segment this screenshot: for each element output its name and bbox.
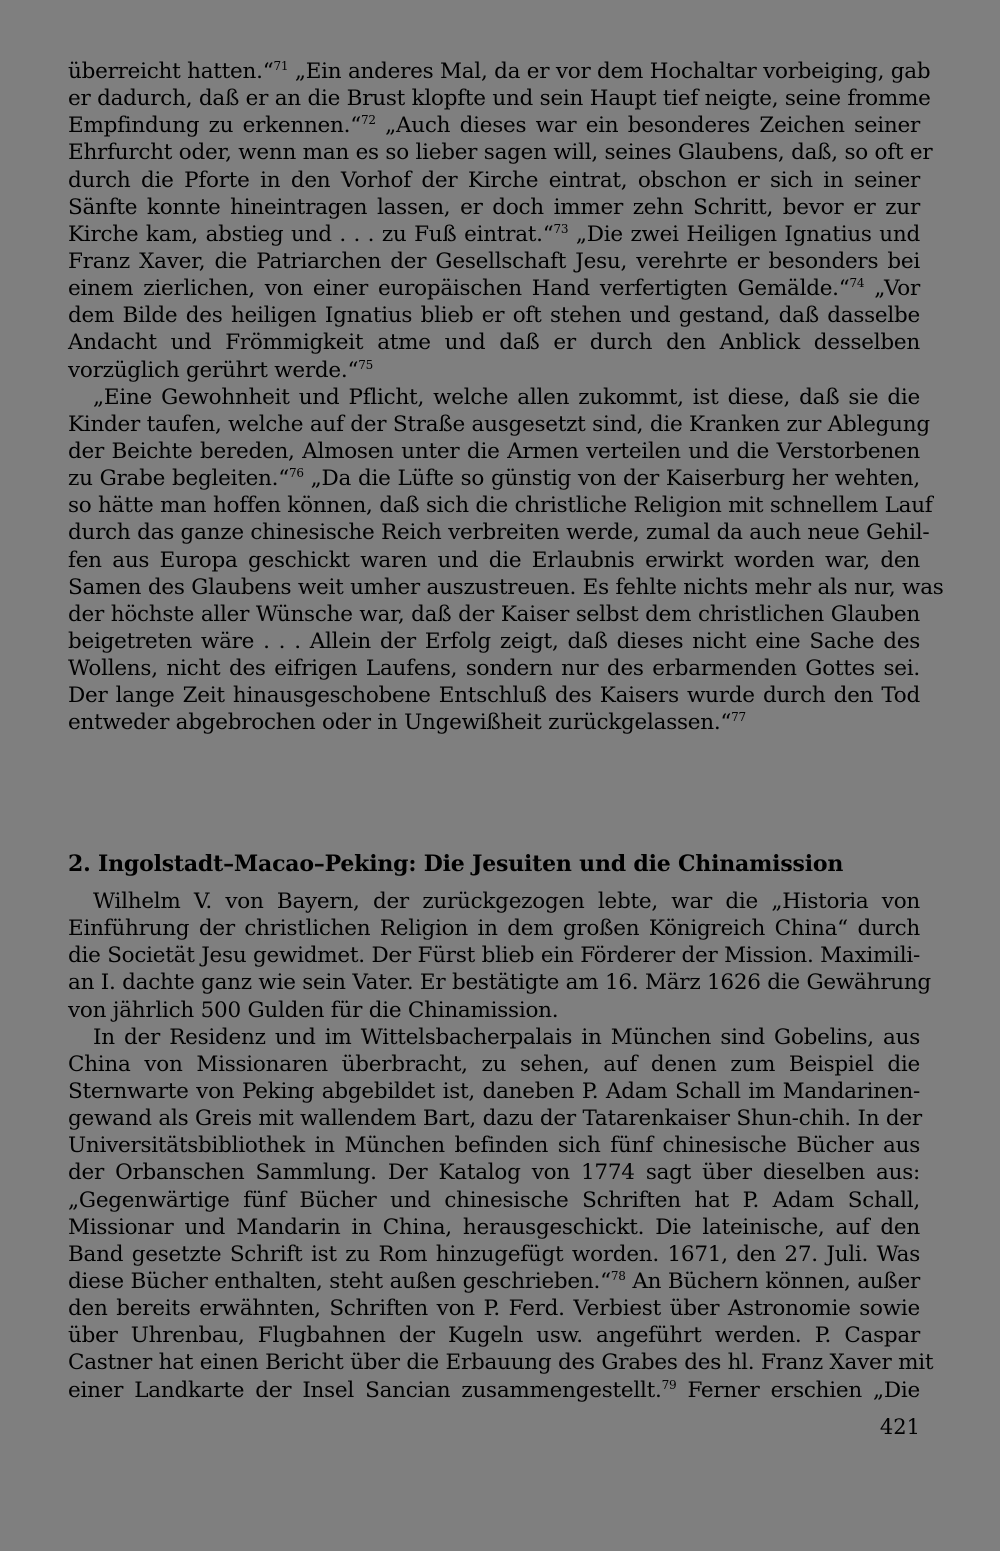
text-line [68, 547, 920, 574]
text-line [68, 85, 931, 112]
body-text-section-2 [68, 888, 934, 1404]
text-line [68, 492, 933, 519]
line-text-continued: „Auch dieses war ein besonderes Zeichen seiner [375, 113, 920, 139]
text-line [68, 221, 920, 248]
line-text: Universitätsbibliothek in München befinden sich fünf chinesische Bücher aus [68, 1133, 920, 1159]
line-text: Andacht und Frömmigkeit atme und daß er durch den Anblick desselben [68, 330, 920, 356]
text-line [68, 915, 920, 942]
footnote-marker: 75 [358, 357, 373, 372]
line-text: „Gegenwärtige fünf Bücher und chinesische Schriften hat P. Adam Schall, [68, 1187, 920, 1213]
footnote-marker: 77 [731, 710, 746, 725]
text-line [68, 58, 931, 85]
line-text: Band gesetzte Schrift ist zu Rom hinzugefügt worden. 1671, den 27. Juli. Was [68, 1241, 920, 1267]
text-line [68, 1051, 920, 1078]
line-text: Der lange Zeit hinausgeschobene Entschluß des Kaisers wurde durch den Tod [68, 683, 920, 709]
footnote-marker: 76 [288, 466, 304, 481]
line-text: Einführung der christlichen Religion in dem großen Königreich China“ durch [68, 916, 920, 942]
text-line [68, 438, 920, 465]
line-text: an I. dachte ganz wie sein Vater. Er bestätigte am 16. März 1626 die Gewährung [68, 970, 931, 996]
line-text: entweder abgebrochen oder in Ungewißheit zurückgelassen.“ [68, 710, 732, 736]
text-line [68, 1295, 920, 1322]
line-text: beigetreten wäre . . . Allein der Erfolg zeigt, daß dieses nicht eine Sache des [68, 628, 920, 654]
footnote-marker: 72 [360, 113, 376, 128]
body-text-section-1 [68, 58, 944, 737]
text-line [68, 384, 920, 411]
text-line [68, 1024, 920, 1051]
line-text-continued: „Die zwei Heiligen Ignatius und [568, 221, 921, 247]
line-text-continued: „Ein anderes Mal, da er vor dem Hochaltar vorbeiging, gab [288, 59, 931, 84]
line-text: einer Landkarte der Insel Sancian zusammengestellt. [68, 1377, 662, 1403]
text-line [68, 112, 920, 139]
text-line [68, 601, 920, 628]
line-text: diese Bücher enthalten, steht außen geschrieben.“ [68, 1268, 611, 1294]
text-line [68, 1187, 920, 1214]
line-text: Sänfte konnte hineintragen lassen, er doch immer zehn Schritt, bevor er zur [68, 194, 920, 220]
text-line [68, 942, 920, 969]
footnote-marker: 71 [273, 59, 289, 73]
page-number: 421 [879, 1415, 920, 1439]
footnote-marker: 78 [610, 1268, 626, 1283]
text-line [68, 997, 920, 1024]
footnote-marker: 73 [553, 221, 569, 236]
footnote-marker: 79 [661, 1377, 677, 1392]
line-text: durch die Pforte in den Vorhof der Kirche eintrat, obschon er sich in seiner [68, 167, 920, 193]
line-text: In der Residenz und im Wittelsbacherpalais in München sind Gobelins, aus [93, 1024, 920, 1050]
text-line [68, 709, 920, 736]
line-text: Missionar und Mandarin in China, herausgeschickt. Die lateinische, auf den [68, 1214, 920, 1240]
line-text-continued: „Da die Lüfte so günstig von der Kaiserburg her wehten, [303, 466, 920, 492]
text-line [68, 1078, 920, 1105]
text-line [68, 1105, 920, 1132]
footnote-marker: 74 [849, 276, 865, 291]
text-line [68, 275, 920, 302]
section-heading: 2. Ingolstadt–Macao–Peking: Die Jesuiten und die Chinamission [68, 851, 844, 877]
text-line [68, 1349, 934, 1376]
text-line [68, 1268, 920, 1295]
line-text: vorzüglich gerührt werde.“ [68, 357, 359, 383]
line-text: den bereits erwähnten, Schriften von P. Ferd. Verbiest über Astronomie sowie [68, 1296, 920, 1322]
line-text-continued: An Büchern können, außer [625, 1268, 920, 1294]
text-line [68, 465, 920, 492]
text-line [68, 1159, 920, 1186]
text-line [68, 628, 920, 655]
text-line [68, 139, 933, 166]
line-text: fen aus Europa geschickt waren und die Erlaubnis erwirkt worden war, den [68, 547, 920, 573]
line-text: Wollens, nicht des eifrigen Laufens, sondern nur des erbarmenden Gottes sei. [68, 656, 920, 682]
line-text: dem Bilde des heiligen Ignatius blieb er oft stehen und gestand, daß dasselbe [68, 303, 920, 329]
line-text: „Eine Gewohnheit und Pflicht, welche allen zukommt, ist diese, daß sie die [93, 384, 920, 410]
line-text: durch das ganze chinesische Reich verbreiten werde, zumal da auch neue Gehil- [68, 520, 930, 546]
line-text: der Orbanschen Sammlung. Der Katalog von 1774 sagt über dieselben aus: [68, 1160, 920, 1186]
line-text: Kinder taufen, welche auf der Straße ausgesetzt sind, die Kranken zur Ablegung [68, 411, 930, 437]
text-line [68, 194, 920, 221]
line-text: einem zierlichen, von einer europäischen Hand verfertigten Gemälde.“ [68, 276, 850, 302]
line-text: zu Grabe begleiten.“ [68, 466, 289, 492]
line-text: Sternwarte von Peking abgebildet ist, daneben P. Adam Schall im Mandarinen- [68, 1078, 920, 1104]
line-text-continued: Ferner erschien „Die [676, 1377, 920, 1403]
line-text: Samen des Glaubens weit umher auszustreuen. Es fehlte nichts mehr als nur, was [68, 574, 944, 600]
line-text-continued: „Vor [864, 276, 920, 302]
text-line [68, 302, 920, 329]
text-line [68, 1132, 920, 1159]
line-text: die Societät Jesu gewidmet. Der Fürst blieb ein Förderer der Mission. Maximili- [68, 943, 921, 969]
line-text: Ehrfurcht oder, wenn man es so lieber sagen will, seines Glaubens, daß, so oft er [68, 140, 933, 166]
text-line [68, 682, 920, 709]
text-line [68, 1322, 920, 1349]
line-text: Kirche kam, abstieg und . . . zu Fuß eintrat.“ [68, 221, 554, 247]
text-line [68, 888, 920, 915]
line-text: der Beichte bereden, Almosen unter die Armen verteilen und die Verstorbenen [68, 438, 920, 464]
text-line [68, 519, 930, 546]
text-line [68, 1377, 920, 1404]
text-line [68, 655, 920, 682]
text-line [68, 357, 920, 384]
text-line [68, 411, 930, 438]
line-text: so hätte man hoffen können, daß sich die christliche Religion mit schnellem Lauf [68, 493, 933, 519]
text-line [68, 969, 931, 996]
text-line [68, 1241, 920, 1268]
line-text: gewand als Greis mit wallendem Bart, dazu der Tatarenkaiser Shun-chih. In der [68, 1106, 922, 1132]
line-text: Wilhelm V. von Bayern, der zurückgezogen lebte, war die „Historia von [93, 889, 920, 914]
line-text: von jährlich 500 Gulden für die Chinamission. [68, 997, 559, 1023]
line-text: Franz Xaver, die Patriarchen der Gesellschaft Jesu, verehrte er besonders bei [68, 248, 920, 274]
text-line [68, 248, 920, 275]
text-line [68, 1214, 920, 1241]
line-text: überreicht hatten.“ [68, 59, 274, 84]
text-line [68, 167, 920, 194]
line-text: China von Missionaren überbracht, zu sehen, auf denen zum Beispiel die [68, 1051, 920, 1077]
text-line [68, 329, 920, 356]
line-text: er dadurch, daß er an die Brust klopfte und sein Haupt tief neigte, seine fromme [68, 86, 931, 112]
line-text: über Uhrenbau, Flugbahnen der Kugeln usw. angeführt werden. P. Caspar [68, 1323, 920, 1349]
line-text: der höchste aller Wünsche war, daß der Kaiser selbst dem christlichen Glauben [68, 601, 920, 627]
line-text: Castner hat einen Bericht über die Erbauung des Grabes des hl. Franz Xaver mit [68, 1350, 934, 1376]
text-line [68, 574, 944, 601]
line-text: Empfindung zu erkennen.“ [68, 113, 361, 139]
